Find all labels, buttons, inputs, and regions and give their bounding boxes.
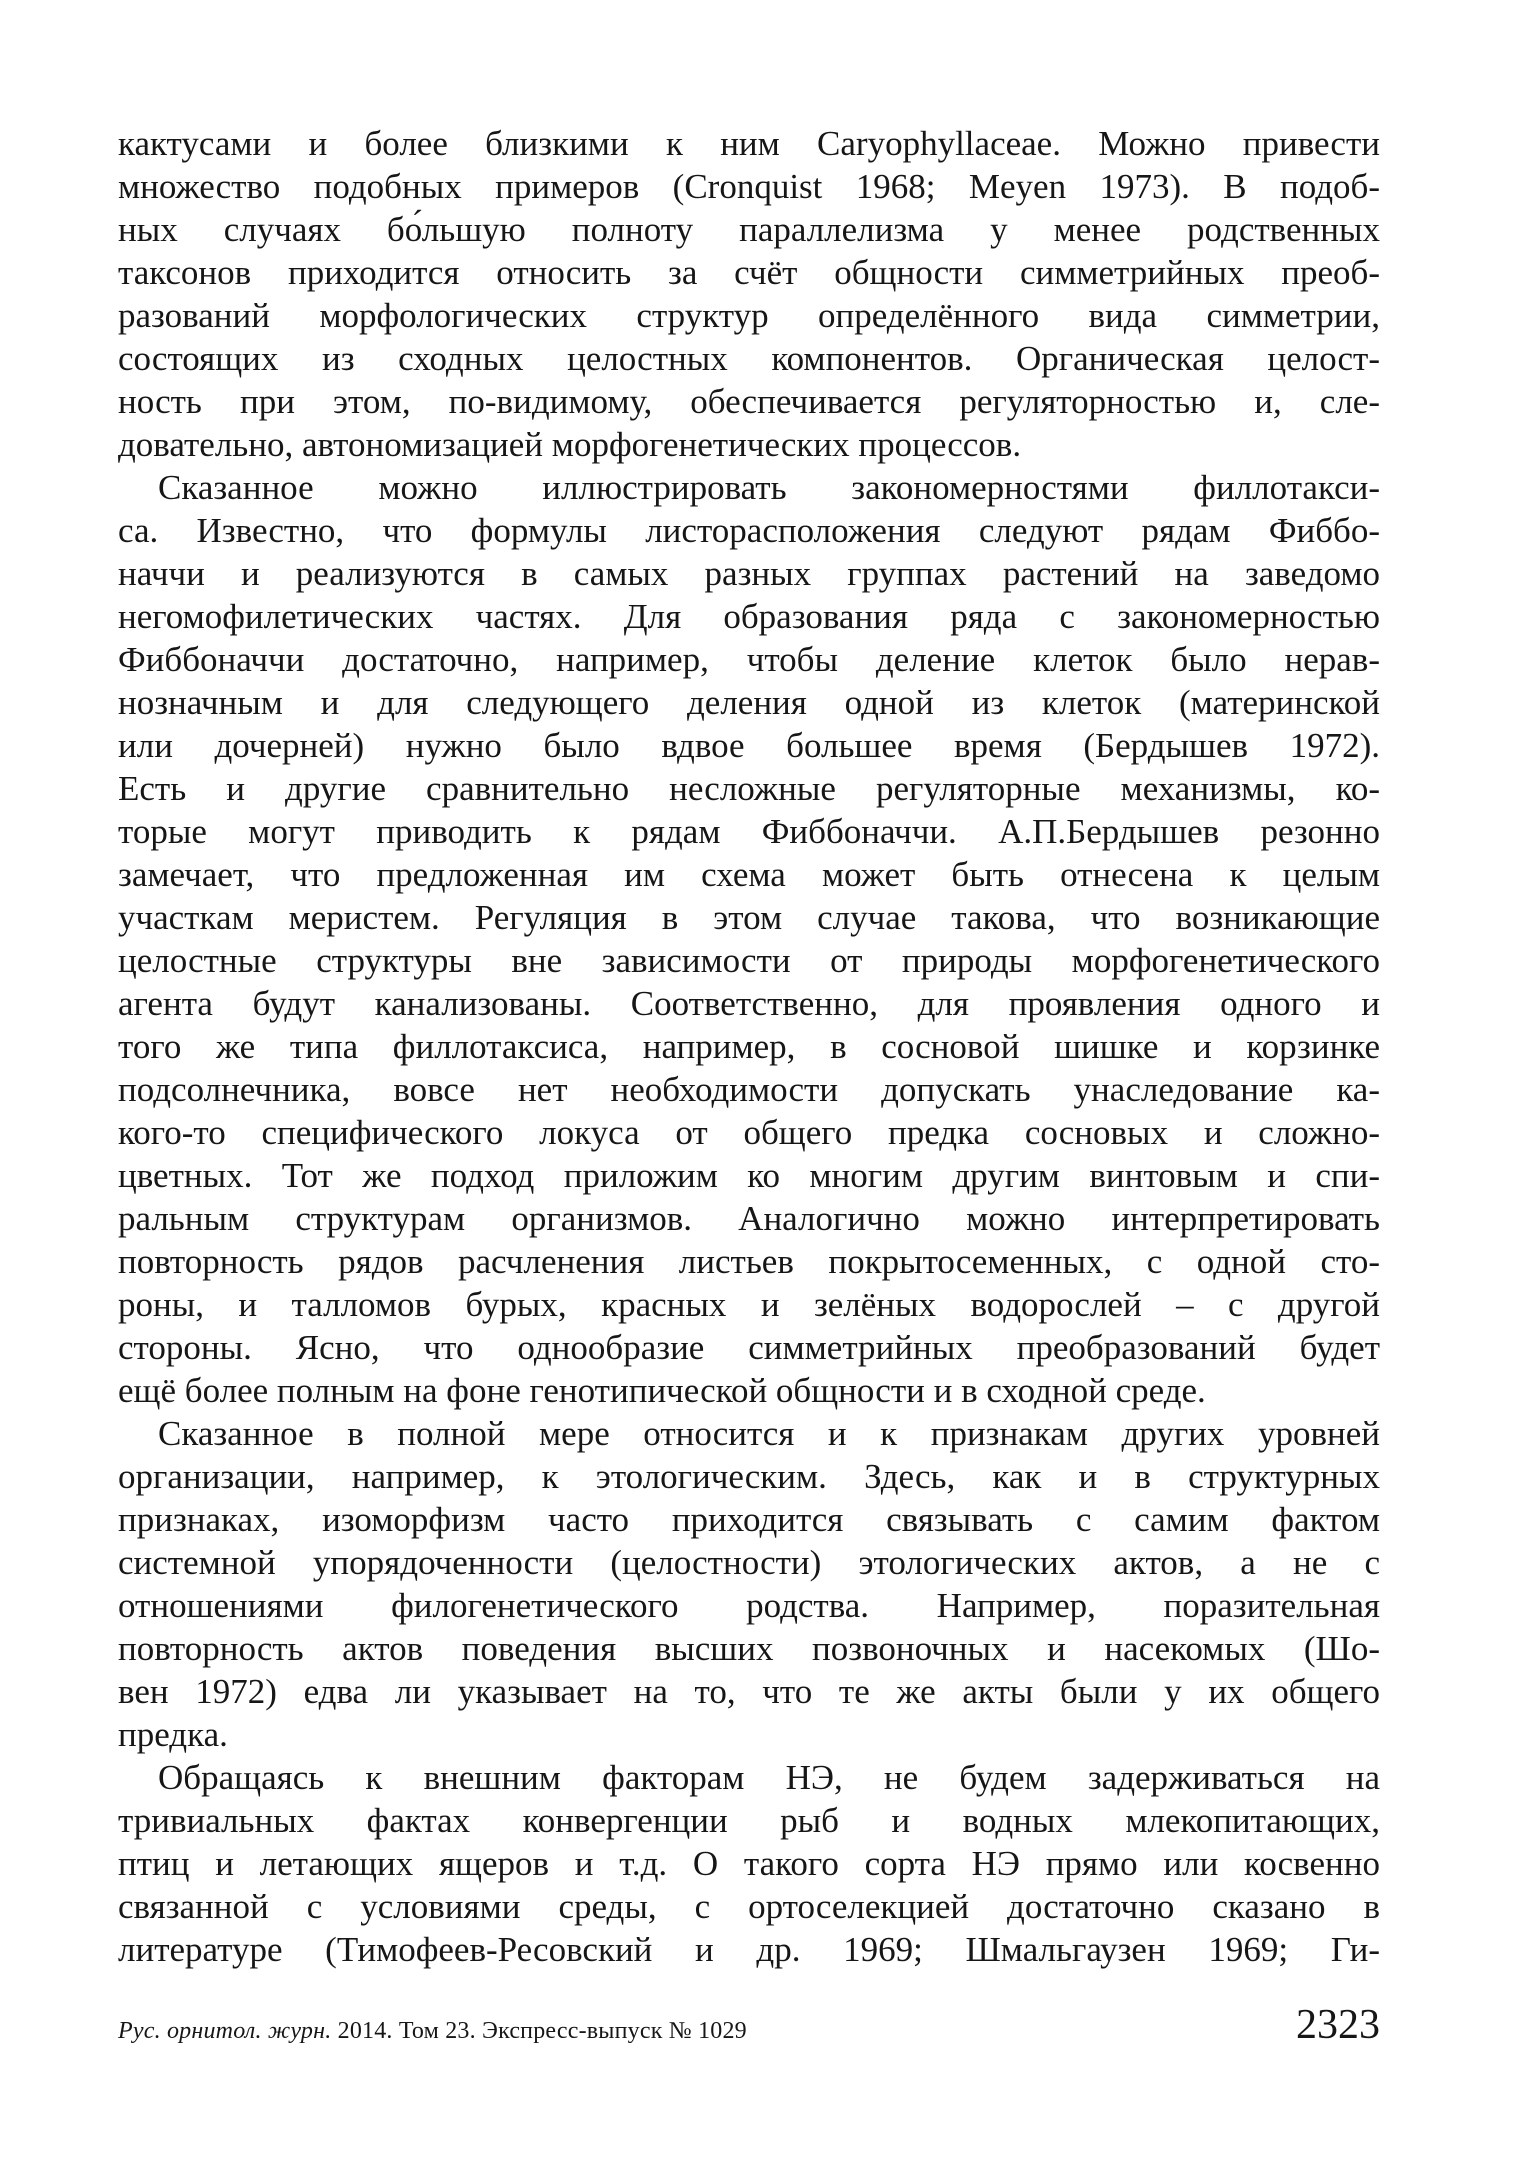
text-line: разований морфологических структур определённого вида симметрии, <box>118 296 1380 335</box>
text-line: вен 1972) едва ли указывает на то, что те же акты были у их общего <box>118 1672 1380 1711</box>
paragraph <box>118 1756 1380 1971</box>
text-line: Обращаясь к внешним факторам НЭ, не будем задерживаться на <box>158 1758 1380 1797</box>
text-line: множество подобных примеров (Cronquist 1968; Meyen 1973). В подоб- <box>118 167 1380 206</box>
text-line: кого-то специфического локуса от общего предка сосновых и сложно- <box>118 1113 1380 1152</box>
text-line: довательно, автономизацией морфогенетических процессов. <box>118 425 1022 464</box>
journal-citation <box>118 2018 747 2045</box>
text-line: стороны. Ясно, что однообразие симметрийных преобразований будет <box>118 1328 1380 1367</box>
text-line: Сказанное в полной мере относится и к признакам других уровней <box>158 1414 1380 1453</box>
text-line: са. Известно, что формулы листорасположения следуют рядам Фиббо- <box>118 511 1380 550</box>
text-line: предка. <box>118 1715 228 1754</box>
article-body <box>118 122 1380 1971</box>
paragraph <box>118 466 1380 1412</box>
text-line: Есть и другие сравнительно несложные регуляторные механизмы, ко- <box>118 769 1380 808</box>
text-line: состоящих из сходных целостных компонентов. Органическая целост- <box>118 339 1380 378</box>
text-line: ность при этом, по-видимому, обеспечивается регуляторностью и, сле- <box>118 382 1380 421</box>
text-line: роны, и талломов бурых, красных и зелёных водорослей – с другой <box>118 1285 1380 1324</box>
text-line: отношениями филогенетического родства. Например, поразительная <box>118 1586 1380 1625</box>
text-line: ральным структурам организмов. Аналогично можно интерпретировать <box>118 1199 1380 1238</box>
text-line: агента будут канализованы. Соответственно, для проявления одного и <box>118 984 1380 1023</box>
paragraph <box>118 1412 1380 1756</box>
text-line: таксонов приходится относить за счёт общности симметрийных преоб- <box>118 253 1380 292</box>
text-line: тривиальных фактах конвергенции рыб и водных млекопитающих, <box>118 1801 1380 1840</box>
text-line: ещё более полным на фоне генотипической общности и в сходной среде. <box>118 1371 1206 1410</box>
text-line: связанной с условиями среды, с ортоселекцией достаточно сказано в <box>118 1887 1380 1926</box>
text-line: того же типа филлотаксиса, например, в сосновой шишке и корзинке <box>118 1027 1380 1066</box>
text-line: признаках, изоморфизм часто приходится связывать с самим фактом <box>118 1500 1380 1539</box>
text-line: повторность актов поведения высших позвоночных и насекомых (Шо- <box>118 1629 1380 1668</box>
text-line: кактусами и более близкими к ним Caryophyllaceae. Можно привести <box>118 124 1380 163</box>
text-line: торые могут приводить к рядам Фиббоначчи. А.П.Бердышев резонно <box>118 812 1380 851</box>
page-footer <box>118 2004 1380 2046</box>
journal-issue-info: 2014. Том 23. Экспресс-выпуск № 1029 <box>331 2018 747 2044</box>
text-line: организации, например, к этологическим. Здесь, как и в структурных <box>118 1457 1380 1496</box>
text-line: повторность рядов расчленения листьев покрытосеменных, с одной сто- <box>118 1242 1380 1281</box>
text-line: наччи и реализуются в самых разных группах растений на заведомо <box>118 554 1380 593</box>
text-line: замечает, что предложенная им схема может быть отнесена к целым <box>118 855 1380 894</box>
text-line: птиц и летающих ящеров и т.д. О такого сорта НЭ прямо или косвенно <box>118 1844 1380 1883</box>
paragraph <box>118 122 1380 466</box>
text-line: нозначным и для следующего деления одной из клеток (материнской <box>118 683 1380 722</box>
text-line: литературе (Тимофеев-Ресовский и др. 1969; Шмальгаузен 1969; Ги- <box>118 1930 1380 1969</box>
text-line: или дочерней) нужно было вдвое большее время (Бердышев 1972). <box>118 726 1380 765</box>
journal-name: Рус. орнитол. журн. <box>118 2018 332 2044</box>
text-line: системной упорядоченности (целостности) этологических актов, а не с <box>118 1543 1380 1582</box>
text-line: ных случаях бо́льшую полноту параллелизма у менее родственных <box>118 210 1380 249</box>
text-line: подсолнечника, вовсе нет необходимости допускать унаследование ка- <box>118 1070 1380 1109</box>
text-line: Сказанное можно иллюстрировать закономерностями филлотакси- <box>158 468 1380 507</box>
text-line: цветных. Тот же подход приложим ко многим другим винтовым и спи- <box>118 1156 1380 1195</box>
text-line: Фиббоначчи достаточно, например, чтобы деление клеток было нерав- <box>118 640 1380 679</box>
text-line: целостные структуры вне зависимости от природы морфогенетического <box>118 941 1380 980</box>
page-number: 2323 <box>1296 2002 1380 2048</box>
text-line: участкам меристем. Регуляция в этом случае такова, что возникающие <box>118 898 1380 937</box>
text-line: негомофилетических частях. Для образования ряда с закономерностью <box>118 597 1380 636</box>
